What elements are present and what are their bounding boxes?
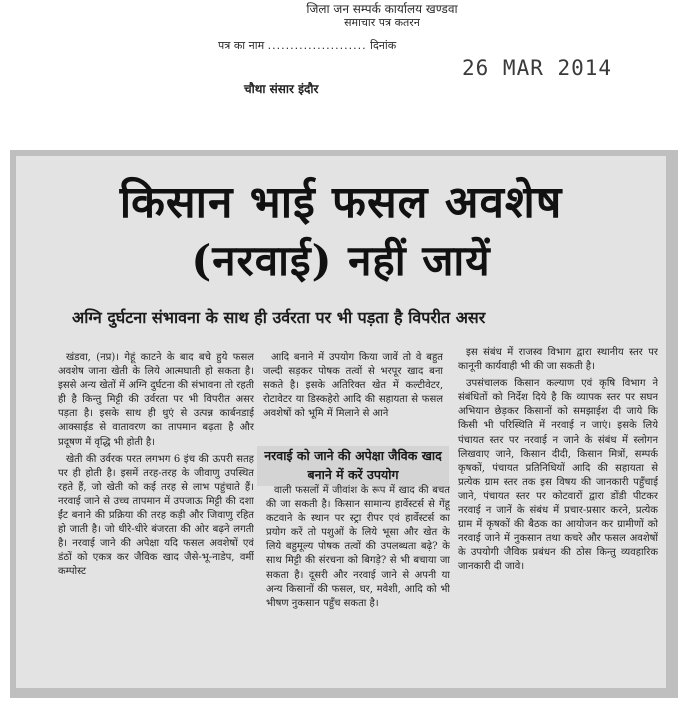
pull-quote: नरवाई को जाने की अपेक्षा जैविक खाद बनाने में करें उपयोग: [257, 446, 449, 486]
date-label: दिनांक: [370, 39, 397, 52]
paper-name-dots: ......................: [267, 39, 367, 52]
article-column-3: [458, 346, 658, 676]
newspaper-clipping: [16, 156, 666, 688]
article-paragraph: उपसंचालक किसान कल्याण एवं कृषि विभाग ने संबंधितों को निर्देश दिये है कि व्यापक स्तर पर सघन अभियान छेड़कर किसानों को समझाईश दी जाये कि किसी भी परिस्थिति में नरवाई न जाएं। इसके लिये पंचायत स्तर पर नरवाई न जाने के संबंध में स्लोगन लिखवाए जाने, किसान दीदी, किसान मित्रों, सम्पर्क कृषकों, पंचायत प्रतिनिधियों आदि की सहायता से प्रत्येक ग्राम स्तर तक इस विषय की जानकारी पहुँचाई जाने, पंचायत स्तर पर कोटवारों द्वारा डोंडी पीटकर नरवाई न जानें के संबंध में प्रचार-प्रसार करने, प्रत्येक ग्राम में कृषकों की बैठक का आयोजन कर ग्रामीणों को नरवाई जाने में नुकसान तथा कचरे और फसल अवशेषों के उपयोगी जैविक प्रबंधन की ठोस किन्तु व्यवहारिक जानकारी दी जावे।: [458, 378, 658, 573]
date-stamp: 26 MAR 2014: [462, 56, 613, 80]
article-paragraph: वाली फसलों में जीवांश के रूप में खाद की बचत की जा सकती है। किसान सामान्य हार्वेस्टर्स से गेंहू कटवाने के स्थान पर स्ट्रा रीपर एवं हार्वेस्टर्स का प्रयोग करें तो पशुओं के लिये भूसा और खेत के लिये बहुमूल्य पोषक तत्वों की उपलब्धता बढ़े? के साथ मिट्टी की संरचना को बिगड़े? से भी बचाया जा सकता है। दूसरी और नरवाई जाने से अपनी या अन्य किसानों की फसल, घर, मवेशी, आदि को भी भीषण नुकसान पहुँच सकता है।: [266, 485, 450, 609]
headline-line-1: किसान भाई फसल अवशेष: [119, 177, 563, 228]
article-column-2-bottom: [266, 484, 450, 674]
publication-name: चौथा संसार इंदौर: [244, 82, 319, 96]
subheadline: अग्नि दुर्घटना संभावना के साथ ही उर्वरता पर भी पड़ता है विपरीत असर: [72, 308, 486, 327]
headline-line-2: (नरवाई) नहीं जायें: [191, 236, 491, 285]
clipping-line: समाचार पत्र कतरन: [344, 16, 420, 29]
office-line: जिला जन सम्पर्क कार्यालय खण्डवा: [306, 2, 458, 16]
article-paragraph: इस संबंध में राजस्व विभाग द्वारा स्थानीय स्तर पर कानूनी कार्यवाही भी की जा सकती है।: [458, 347, 658, 373]
article-column-2-top: [263, 351, 443, 451]
paper-name-label: पत्र का नाम: [218, 39, 265, 52]
article-paragraph: खंडवा, (नप्र)। गेहूं काटने के बाद बचे हुये फसल अवशेष जाना खेती के लिये आत्मघाती हो सकता है। इससे अन्य खेतों में अग्नि दुर्घटना की संभावना तो रहती ही है किन्तु मिट्टी की उर्वरता पर भी विपरीत असर पड़ता है। इसके साथ ही धुएं से उत्पन्न कार्बनडाई आक्साईड से वातावरण का तापमान बढ़ता है और प्रदूषण में वृद्धि भी होती है।: [58, 352, 254, 448]
paper-name-row: [218, 38, 396, 53]
article-paragraph: आदि बनाने में उपयोग किया जावें तो वे बहुत जल्दी सड़कर पोषक तत्वों से भरपूर खाद बना सकते है। इसके अतिरिक्त खेत में कल्टीवेटर, रोटावेटर या डिस्कहेरो आदि की सहायता से फसल अवशेषों को भूमि में मिलाने से आने: [263, 352, 443, 420]
article-paragraph: खेती की उर्वरक परत लगभग 6 इंच की ऊपरी सतह पर ही होती है। इसमें तरह-तरह के जीवाणु उपस्थित रहते हैं, जो खेती को कई तरह से लाभ पहुंचाते हैं। नरवाई जाने से उच्च तापमान में उपजाऊ मिट्टी की दशा ईंट बनाने की प्रक्रिया की तरह कड़ी और जिवाणु रहित हो जाती है। जो धीरे-धीरे बंजरता की ओर बढ़ने लगती है। नरवाई जाने की अपेक्षा यदि फसल अवशेषों एवं डंठों को एकत्र कर जैविक खाद जैसे-भू-नाडेप, वर्मी कम्पोस्ट: [58, 453, 254, 578]
article-column-1: [58, 351, 254, 681]
